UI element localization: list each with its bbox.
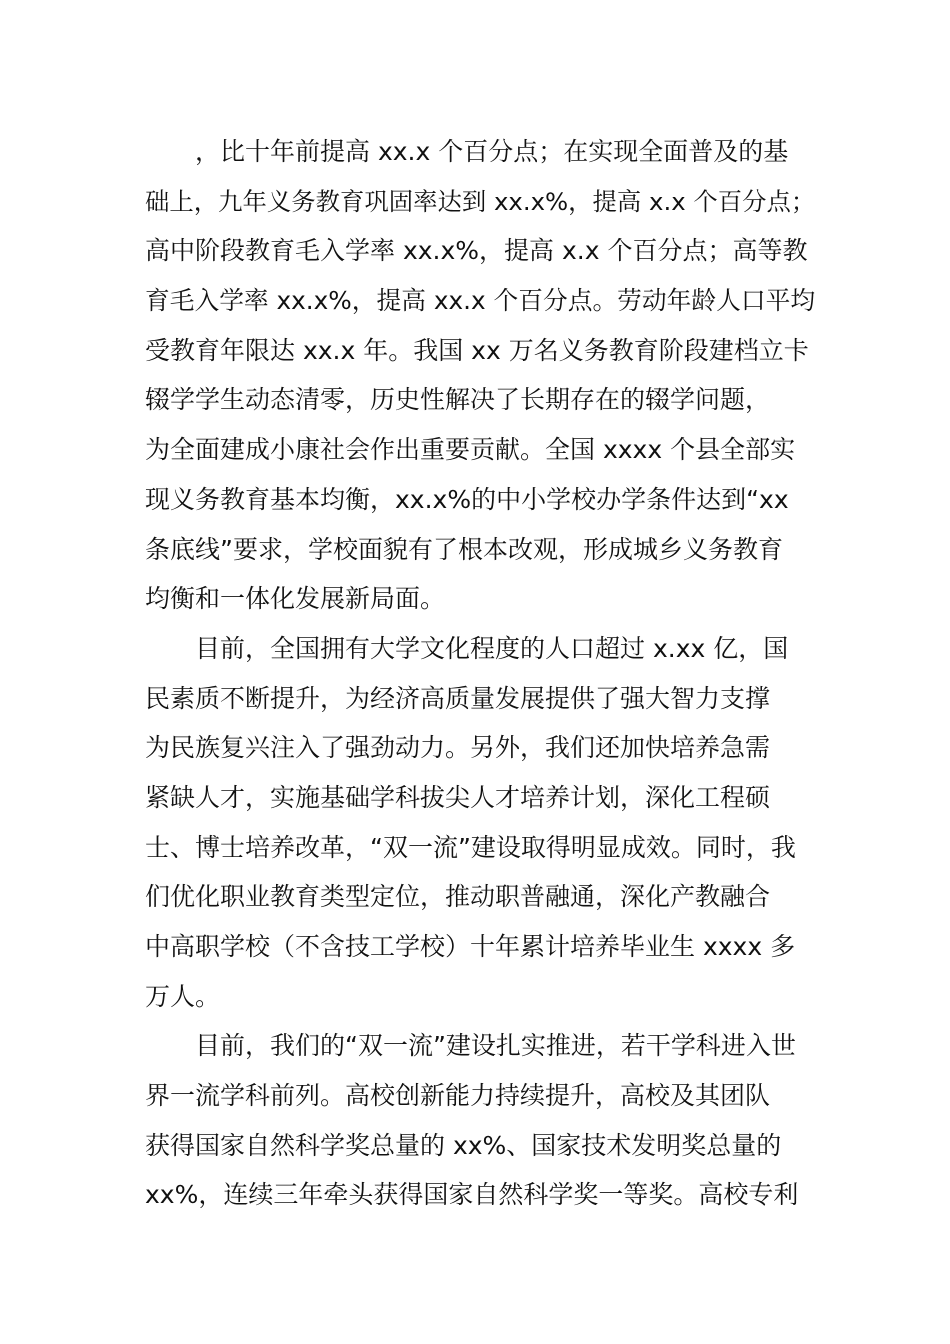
text-line: 辍学学生动态清零，历史性解决了长期存在的辍学问题，	[145, 385, 771, 415]
text-line: 目前，全国拥有大学文化程度的人口超过 x.xx 亿，国	[195, 633, 789, 663]
text-line: 紧缺人才，实施基础学科拔尖人才培养计划，深化工程硕	[145, 782, 771, 812]
text-line: 为民族复兴注入了强劲动力。另外，我们还加快培养急需	[145, 733, 771, 763]
text-line: 界一流学科前列。高校创新能力持续提升，高校及其团队	[145, 1081, 771, 1111]
text-line: 条底线”要求，学校面貌有了根本改观，形成城乡义务教育	[145, 534, 783, 564]
text-line: ，比十年前提高 xx.x 个百分点；在实现全面普及的基	[195, 137, 789, 166]
text-line: 育毛入学率 xx.x%，提高 xx.x 个百分点。劳动年龄人口平均	[145, 286, 816, 316]
text-line: 中高职学校（不含技工学校）十年累计培养毕业生 xxxx 多	[145, 932, 796, 961]
text-line: 目前，我们的“双一流”建设扎实推进，若干学科进入世	[195, 1031, 796, 1061]
text-line: 现义务教育基本均衡，xx.x%的中小学校办学条件达到“xx	[145, 484, 789, 514]
body-text	[145, 127, 815, 1220]
text-line: 获得国家自然科学奖总量的 xx%、国家技术发明奖总量的	[145, 1130, 782, 1160]
text-line: xx%，连续三年牵头获得国家自然科学奖一等奖。高校专利	[145, 1180, 799, 1210]
text-line: 高中阶段教育毛入学率 xx.x%，提高 x.x 个百分点；高等教	[145, 236, 808, 266]
text-line: 万人。	[145, 981, 221, 1011]
text-line: 士、博士培养改革，“双一流”建设取得明显成效。同时，我	[145, 832, 796, 862]
text-line: 们优化职业教育类型定位，推动职普融通，深化产教融合	[145, 882, 771, 912]
text-line: 受教育年限达 xx.x 年。我国 xx 万名义务教育阶段建档立卡	[145, 335, 809, 365]
text-line: 础上，九年义务教育巩固率达到 xx.x%，提高 x.x 个百分点；	[145, 186, 816, 216]
text-line: 均衡和一体化发展新局面。	[145, 584, 446, 614]
text-line: 民素质不断提升，为经济高质量发展提供了强大智力支撑	[145, 683, 771, 713]
text-line: 为全面建成小康社会作出重要贡献。全国 xxxx 个县全部实	[145, 435, 796, 465]
